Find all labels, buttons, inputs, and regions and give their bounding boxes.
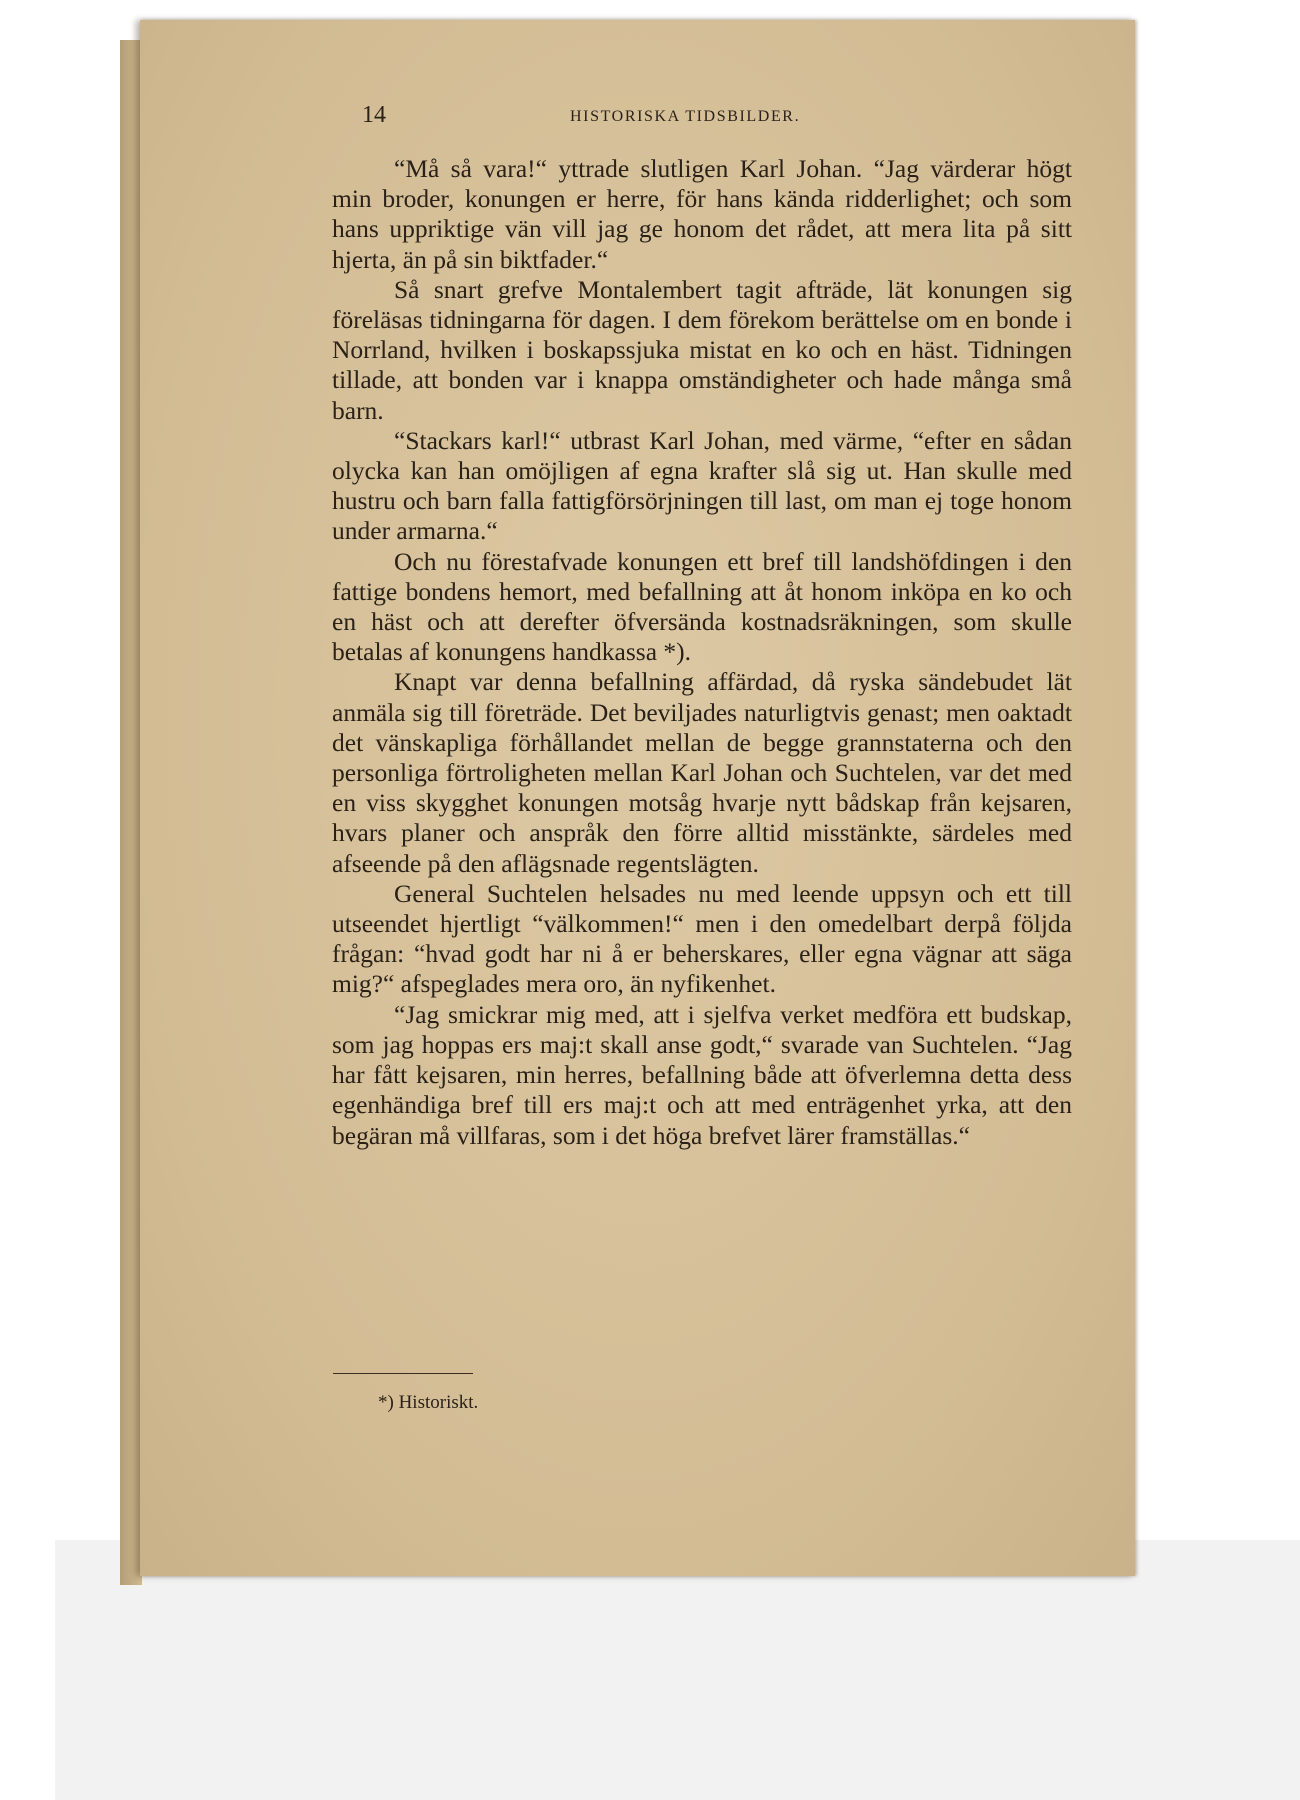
footnote-rule xyxy=(333,1373,473,1374)
paragraph: Knapt var denna befallning affärdad, då ryska sändebudet lät anmäla sig till företräde. Det beviljades naturligtvis genast; men oaktadt det vänskapliga förhållandet mellan de begge grannstaterna och den personliga förtroligheten mellan Karl Johan och Suchtelen, var det med en viss skygghet konungen motsåg hvarje nytt bådskap från kejsaren, hvars planer och anspråk den förre alltid misstänkte, särdeles med afseende på den aflägsnade regentslägten. xyxy=(332,667,1072,878)
page-number: 14 xyxy=(362,102,386,128)
paragraph: “Stackars karl!“ utbrast Karl Johan, med värme, “efter en sådan olycka kan han omöjligen af egna krafter slå sig ut. Han skulle med hustru och barn falla fattigförsörjningen till last, om man ej toge honom under armarna.“ xyxy=(332,425,1072,546)
running-title: HISTORISKA TIDSBILDER. xyxy=(570,108,801,125)
paragraph: “Jag smickrar mig med, att i sjelfva verket medföra ett budskap, som jag hoppas ers maj:t skall anse godt,“ svarade van Suchtelen. “Jag har fått kejsaren, min herres, befallning både att öfverlemna detta dess egenhändiga bref till ers maj:t och att med enträgenhet yrka, att den begäran må villfaras, som i det höga brefvet lärer framställas.“ xyxy=(332,999,1072,1150)
page-binding-edge xyxy=(120,40,142,1585)
paragraph: Och nu förestafvade konungen ett bref till landshöfdingen i den fattige bondens hemort, med befallning att åt honom inköpa en ko och en häst och att derefter öfversända kostnadsräkningen, som skulle betalas af konungens handkassa *). xyxy=(332,546,1072,667)
paragraph: “Må så vara!“ yttrade slutligen Karl Johan. “Jag värderar högt min broder, konungen er herre, för hans kända ridderlighet; och som hans uppriktige vän vill jag ge honom det rådet, att mera lita på sitt hjerta, än på sin biktfader.“ xyxy=(332,154,1072,274)
body-text xyxy=(332,154,1072,1151)
paragraph: Så snart grefve Montalembert tagit afträde, lät konungen sig föreläsas tidningarna för dagen. I dem förekom berättelse om en bonde i Norrland, hvilken i boskapssjuka mistat en ko och en häst. Tidningen tillade, att bonden var i knappa omständigheter och hade många små barn. xyxy=(332,274,1072,425)
footnote: *) Historiskt. xyxy=(378,1392,479,1413)
paragraph: General Suchtelen helsades nu med leende uppsyn och ett till utseendet hjertligt “välkommen!“ men i den omedelbart derpå följda frågan: “hvad godt har ni å er beherskares, eller egna vägnar att säga mig?“ afspeglades mera oro, än nyfikenhet. xyxy=(332,878,1072,999)
scanner-bed xyxy=(55,1540,1300,1800)
